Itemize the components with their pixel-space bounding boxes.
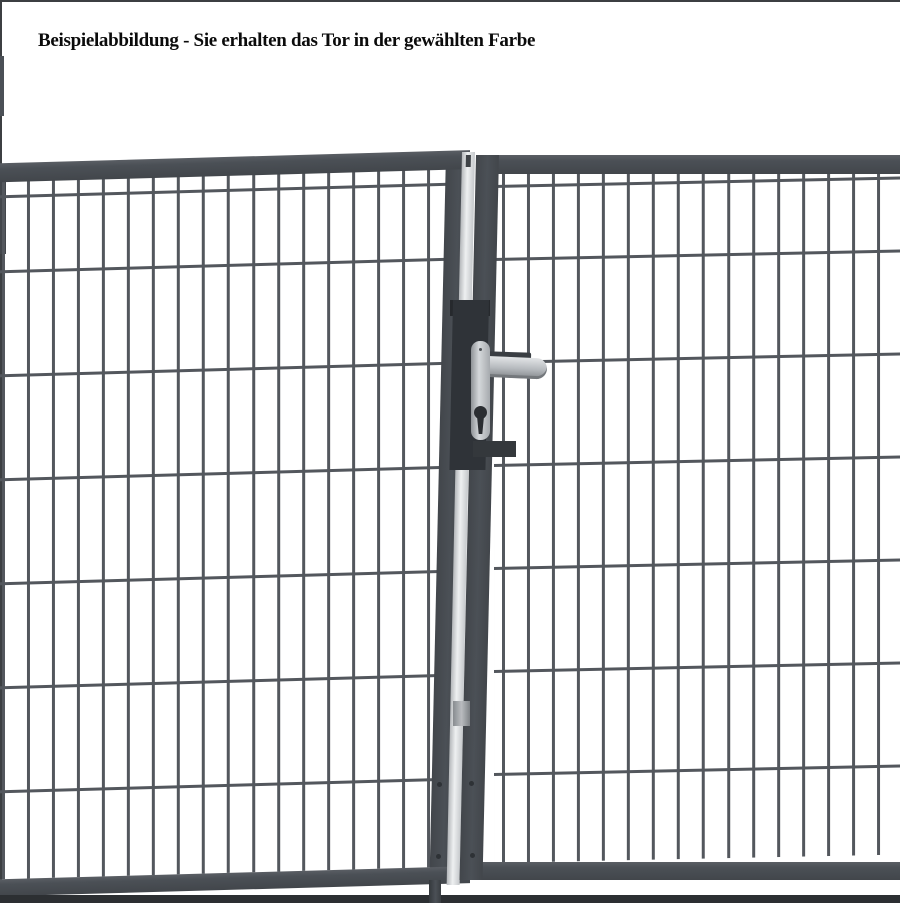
bottom-edge-band bbox=[0, 895, 900, 903]
euro-cylinder-slot bbox=[476, 417, 485, 434]
right-wing-mesh bbox=[494, 163, 900, 863]
right-wing-bottom-rail bbox=[476, 862, 900, 880]
screw-dot bbox=[479, 348, 482, 351]
lock-bracket-lower bbox=[473, 441, 516, 457]
gate-right-wing bbox=[476, 155, 900, 880]
carriage-bolt bbox=[437, 782, 442, 787]
latch-keeper-bracket bbox=[453, 701, 470, 726]
left-edge-post-sliver bbox=[0, 56, 4, 116]
center-drop-rod bbox=[429, 880, 441, 903]
gate-left-wing bbox=[0, 150, 470, 897]
image-top-border bbox=[0, 0, 900, 2]
stop-profile-pin bbox=[466, 155, 471, 167]
carriage-bolt bbox=[470, 853, 475, 858]
left-wing-mesh bbox=[0, 168, 446, 880]
lock-escutcheon-plate bbox=[471, 341, 490, 440]
carriage-bolt bbox=[436, 854, 441, 859]
carriage-bolt bbox=[469, 781, 474, 786]
caption: Beispielabbildung - Sie erhalten das Tor in der gewählten Farbe bbox=[38, 30, 536, 51]
right-wing-top-rail bbox=[476, 155, 900, 174]
